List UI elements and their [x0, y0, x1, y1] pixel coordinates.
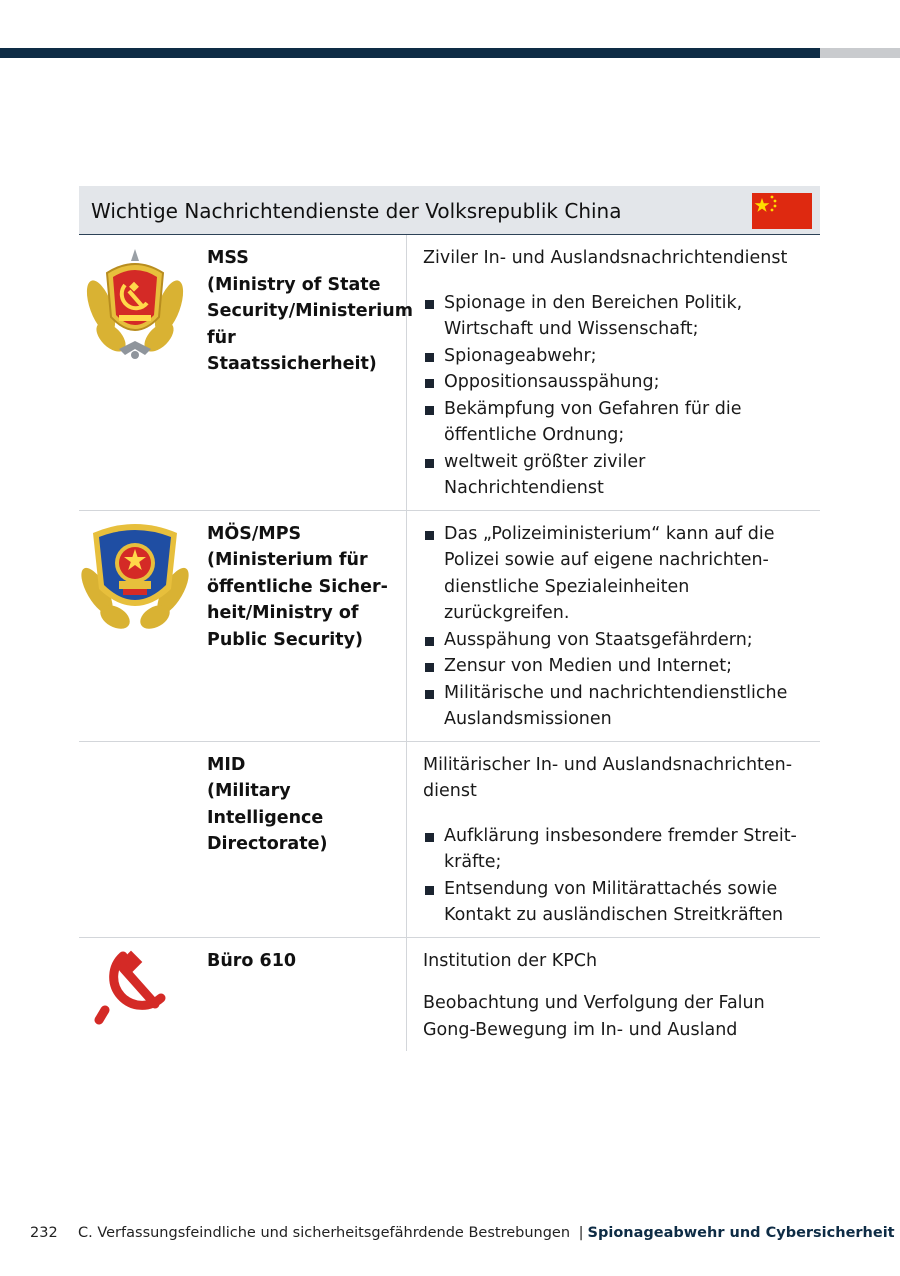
service-name-mps-text: MÖS/MPS (Ministerium für öffentliche Sicher-heit/Ministry of Public Security)	[207, 523, 388, 650]
service-description-mss	[406, 235, 820, 510]
table-title: Wichtige Nachrichtendienste der Volksrepublik China	[91, 199, 622, 223]
intelligence-services-table	[79, 186, 820, 1051]
service-intro-mid: Militärischer In- und Auslandsnachrichten-dienst	[423, 754, 793, 801]
list-item: Aufklärung insbesondere fremder Streit-kräfte;	[423, 823, 810, 876]
mss-emblem-icon	[79, 245, 191, 365]
page-number: 232	[30, 1225, 58, 1241]
mss-emblem-cell	[79, 235, 201, 369]
table-header	[79, 186, 820, 235]
service-description-mid	[406, 742, 820, 937]
service-intro-buero610: Institution der KPCh	[423, 950, 598, 971]
service-name-mid-text: MID (Military Intelligence Directorate)	[207, 754, 328, 854]
china-flag-icon	[752, 193, 812, 229]
list-item: Spionageabwehr;	[423, 343, 810, 370]
list-item: weltweit größter ziviler Nachrichtendienst	[423, 449, 810, 502]
hammer-sickle-icon	[79, 946, 179, 1036]
service-name-mps	[207, 521, 402, 654]
list-item: Spionage in den Bereichen Politik, Wirtschaft und Wissenschaft;	[423, 290, 810, 343]
table-row-mid	[79, 742, 820, 938]
service-description-buero610	[406, 938, 820, 1052]
service-intro-mss: Ziviler In- und Auslandsnachrichtendienst	[423, 248, 788, 268]
mps-emblem-cell	[79, 511, 201, 639]
service-description-mps	[406, 511, 820, 741]
service-name-buero610-text: Büro 610	[207, 950, 297, 971]
bullet-list-mss	[423, 290, 810, 502]
bullet-list-mid	[423, 823, 810, 929]
service-name-mss	[207, 245, 413, 378]
footer-chapter: C. Verfassungsfeindliche und sicherheitsgefährdende Bestrebungen	[78, 1225, 571, 1241]
top-accent-bar	[0, 48, 820, 58]
page-footer	[30, 1225, 895, 1241]
service-note-buero610: Beobachtung und Verfolgung der Falun Gong-Bewegung im In- und Ausland	[423, 993, 765, 1040]
mps-police-emblem-icon	[79, 519, 191, 635]
list-item: Entsendung von Militärattachés sowie Kontakt zu ausländischen Streitkräften	[423, 876, 810, 929]
table-row-mps	[79, 511, 820, 742]
buero610-emblem-cell	[79, 938, 201, 1040]
list-item: Zensur von Medien und Internet;	[423, 653, 810, 680]
list-item: Das „Polizeiministerium“ kann auf die Polizei sowie auf eigene nachrichten-dienstliche Spezialeinheiten zurückgreifen.	[423, 521, 810, 627]
service-name-mid	[207, 752, 402, 858]
top-accent-bar-light	[820, 48, 900, 58]
footer-separator: |	[578, 1225, 584, 1241]
bullet-list-mps	[423, 521, 810, 733]
table-row-mss	[79, 235, 820, 511]
list-item: Oppositionsausspähung;	[423, 369, 810, 396]
list-item: Bekämpfung von Gefahren für die öffentliche Ordnung;	[423, 396, 810, 449]
footer-section: Spionageabwehr und Cybersicherheit	[587, 1225, 895, 1241]
table-row-buero610	[79, 938, 820, 1052]
service-name-buero610	[207, 948, 402, 975]
list-item: Ausspähung von Staatsgefährdern;	[423, 627, 810, 654]
list-item: Militärische und nachrichtendienstliche Auslandsmissionen	[423, 680, 810, 733]
service-name-mss-text: MSS (Ministry of State Security/Ministerium für Staatssicherheit)	[207, 248, 413, 374]
